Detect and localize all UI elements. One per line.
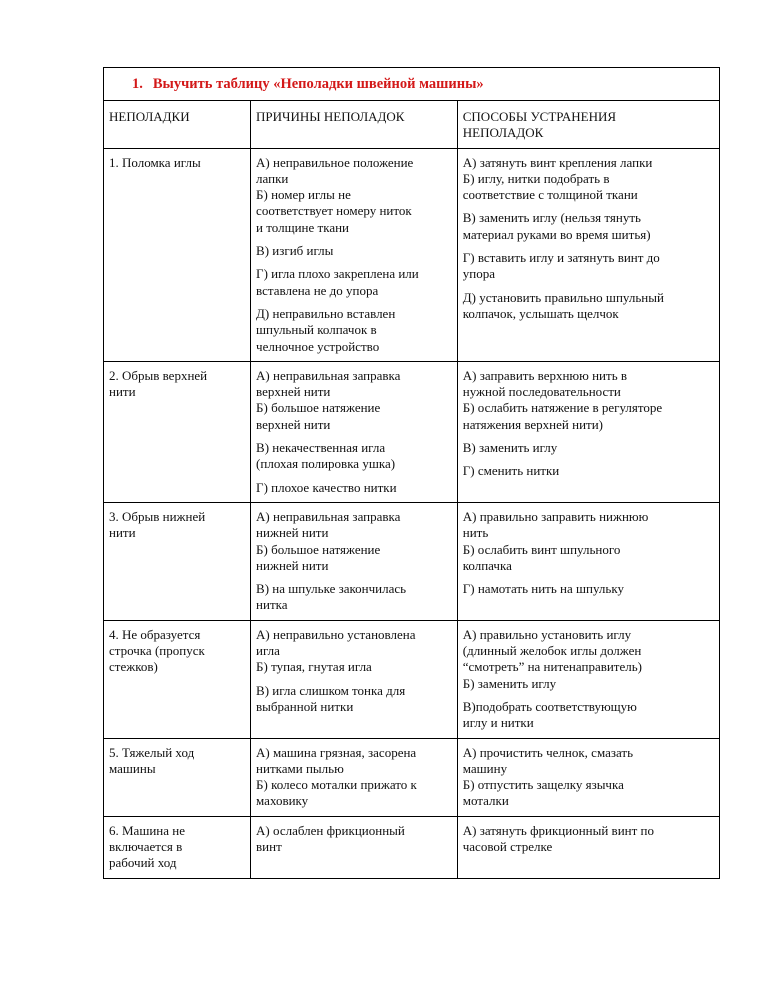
fix-item-line: соответствие с толщиной ткани [462,187,638,203]
fix-item-line: Г) вставить иглу и затянуть винт до [462,250,660,266]
cause-item-line: вставлена не до упора [256,282,379,298]
problem-text: 5. Тяжелый ход [109,744,195,760]
fix-item [463,509,715,574]
cause-item-line: нитками пылью [256,760,344,776]
column-header-fixes [457,101,719,149]
cause-item-line: А) машина грязная, засорена [256,744,417,760]
causes-cell [251,620,458,738]
cause-item [256,243,453,259]
fix-item-line: В) заменить иглу (нельзя тянуть [462,210,641,226]
cause-item-line: и толщине ткани [256,219,350,235]
cause-item [256,155,453,236]
cause-item [256,683,453,716]
column-header-label: ПРИЧИНЫ НЕПОЛАДОК [256,109,405,124]
column-header-causes [251,101,458,149]
problem-text: рабочий ход [109,855,177,871]
fix-item-line: А) заправить верхнюю нить в [462,367,628,383]
fix-item-line: “смотреть” на нитенаправитель) [462,659,643,675]
cause-item-line: игла [256,643,280,659]
table-header-row [104,101,720,149]
problem-cell [104,738,251,816]
fix-item-line: (длинный желобок иглы должен [462,643,642,659]
title-row [103,67,720,100]
fix-item-line: Б) ослабить винт шпульного [462,541,621,557]
column-header-problems [104,101,251,149]
table-row [104,620,720,738]
table-row [104,816,720,878]
fixes-cell [457,148,719,361]
causes-cell [251,816,458,878]
malfunctions-table [103,100,720,879]
fix-item [463,627,715,692]
problem-text: 6. Машина не [109,822,186,838]
cause-item-line: Б) большое натяжение [256,541,381,557]
cause-item-line: В) некачественная игла [256,440,386,456]
cause-item-line: В) на шпульке закончилась [256,581,407,597]
cause-item-line: Б) колесо моталки прижато к [256,777,417,793]
fix-item-line: Б) заменить иглу [462,675,557,691]
problem-text: нити [109,525,136,541]
fix-item-line: Г) намотать нить на шпульку [462,581,624,597]
cause-item-line: Б) тупая, гнутая игла [256,659,372,675]
cause-item-line: челночное устройство [256,338,380,354]
fix-item-line: Б) иглу, нитки подобрать в [462,170,610,186]
cause-item-line: винт [256,838,282,854]
fix-item [463,250,715,283]
cause-item-line: (плохая полировка ушка) [256,456,396,472]
problem-text: включается в [109,838,183,854]
problem-text: нити [109,384,136,400]
fix-item-line: А) прочистить челнок, смазать [462,744,634,760]
cause-item [256,480,453,496]
fix-item [463,463,715,479]
cause-item-line: Б) номер иглы не [256,187,351,203]
fix-item-line: машину [462,760,508,776]
fix-item-line: В) заменить иглу [462,440,558,456]
fix-item-line: иглу и нитки [462,715,534,731]
causes-cell [251,361,458,502]
problem-cell [104,620,251,738]
cause-item [256,581,453,614]
problem-cell [104,148,251,361]
fix-item-line: нужной последовательности [462,384,621,400]
fix-item-line: часовой стрелке [462,838,553,854]
fix-item-line: А) затянуть фрикционный винт по [462,822,654,838]
cause-item-line: маховику [256,793,309,809]
cause-item [256,306,453,355]
fix-item [463,699,715,732]
causes-cell [251,738,458,816]
problem-cell [104,816,251,878]
cause-item-line: выбранной нитки [256,698,354,714]
problem-text: 3. Обрыв нижней [109,508,206,524]
cause-item-line: лапки [256,170,289,186]
table-row [104,148,720,361]
cause-item [256,627,453,676]
column-header-label: СПОСОБЫ УСТРАНЕНИЯ [462,109,617,124]
cause-item-line: Г) плохое качество нитки [256,479,397,495]
cause-item [256,745,453,810]
problem-text: строчка (пропуск [109,643,205,659]
cause-item [256,823,453,856]
fix-item [463,290,715,323]
problem-text: 2. Обрыв верхней [109,367,208,383]
fix-item-line: натяжения верхней нити) [462,416,604,432]
causes-cell [251,148,458,361]
fix-item-line: А) правильно установить иглу [462,626,632,642]
fixes-cell [457,620,719,738]
causes-cell [251,502,458,620]
fix-item-line: Б) отпустить защелку язычка [462,777,624,793]
problem-text: 4. Не образуется [109,626,201,642]
title-text: Выучить таблицу «Неполадки швейной машины» [152,75,484,92]
fix-item [463,155,715,204]
cause-item-line: верхней нити [256,384,331,400]
cause-item-line: верхней нити [256,416,331,432]
cause-item-line: А) ослаблен фрикционный [256,822,405,838]
problem-cell [104,361,251,502]
cause-item-line: шпульный колпачок в [256,322,377,338]
fix-item [463,581,715,597]
fix-item-line: упора [462,266,495,282]
column-header-label: НЕПОЛАДКИ [109,109,190,124]
cause-item-line: Д) неправильно вставлен [256,305,396,321]
problem-cell [104,502,251,620]
fix-item [463,440,715,456]
cause-item-line: соответствует номеру ниток [256,203,412,219]
cause-item-line: Б) большое натяжение [256,400,381,416]
fix-item-line: Г) сменить нитки [462,463,560,479]
fix-item-line: Б) ослабить натяжение в регуляторе [462,400,663,416]
fix-item-line: Д) установить правильно шпульный [462,289,664,305]
fixes-cell [457,816,719,878]
cause-item-line: нижней нити [256,525,329,541]
cause-item [256,266,453,299]
cause-item-line: А) неправильно установлена [256,626,416,642]
page-title [132,76,484,93]
fix-item-line: колпачка [462,557,512,573]
fixes-cell [457,502,719,620]
table-row [104,361,720,502]
problem-text: машины [109,760,156,776]
fix-item [463,823,715,856]
cause-item-line: В) изгиб иглы [256,243,334,259]
document [103,67,720,879]
problem-text: стежков) [109,659,158,675]
cause-item-line: нитка [256,597,288,613]
fix-item-line: колпачок, услышать щелчок [462,305,619,321]
fix-item-line: А) затянуть винт крепления лапки [462,154,653,170]
fix-item-line: В)подобрать соответствующую [462,698,637,714]
cause-item-line: А) неправильное положение [256,154,414,170]
table-row [104,502,720,620]
fix-item [463,210,715,243]
fix-item-line: моталки [462,793,509,809]
table-row [104,738,720,816]
fix-item-line: А) правильно заправить нижнюю [462,508,649,524]
cause-item-line: Г) игла плохо закреплена или [256,266,419,282]
fix-item-line: нить [462,525,489,541]
problem-text: 1. Поломка иглы [109,154,201,170]
cause-item [256,509,453,574]
title-number: 1. [132,75,143,92]
fixes-cell [457,738,719,816]
cause-item [256,440,453,473]
column-header-label: НЕПОЛАДОК [462,125,544,141]
fix-item-line: материал руками во время шитья) [462,226,651,242]
fixes-cell [457,361,719,502]
cause-item-line: В) игла слишком тонка для [256,682,406,698]
cause-item [256,368,453,433]
fix-item [463,368,715,433]
cause-item-line: А) неправильная заправка [256,367,401,383]
cause-item-line: нижней нити [256,557,329,573]
fix-item [463,745,715,810]
cause-item-line: А) неправильная заправка [256,508,401,524]
